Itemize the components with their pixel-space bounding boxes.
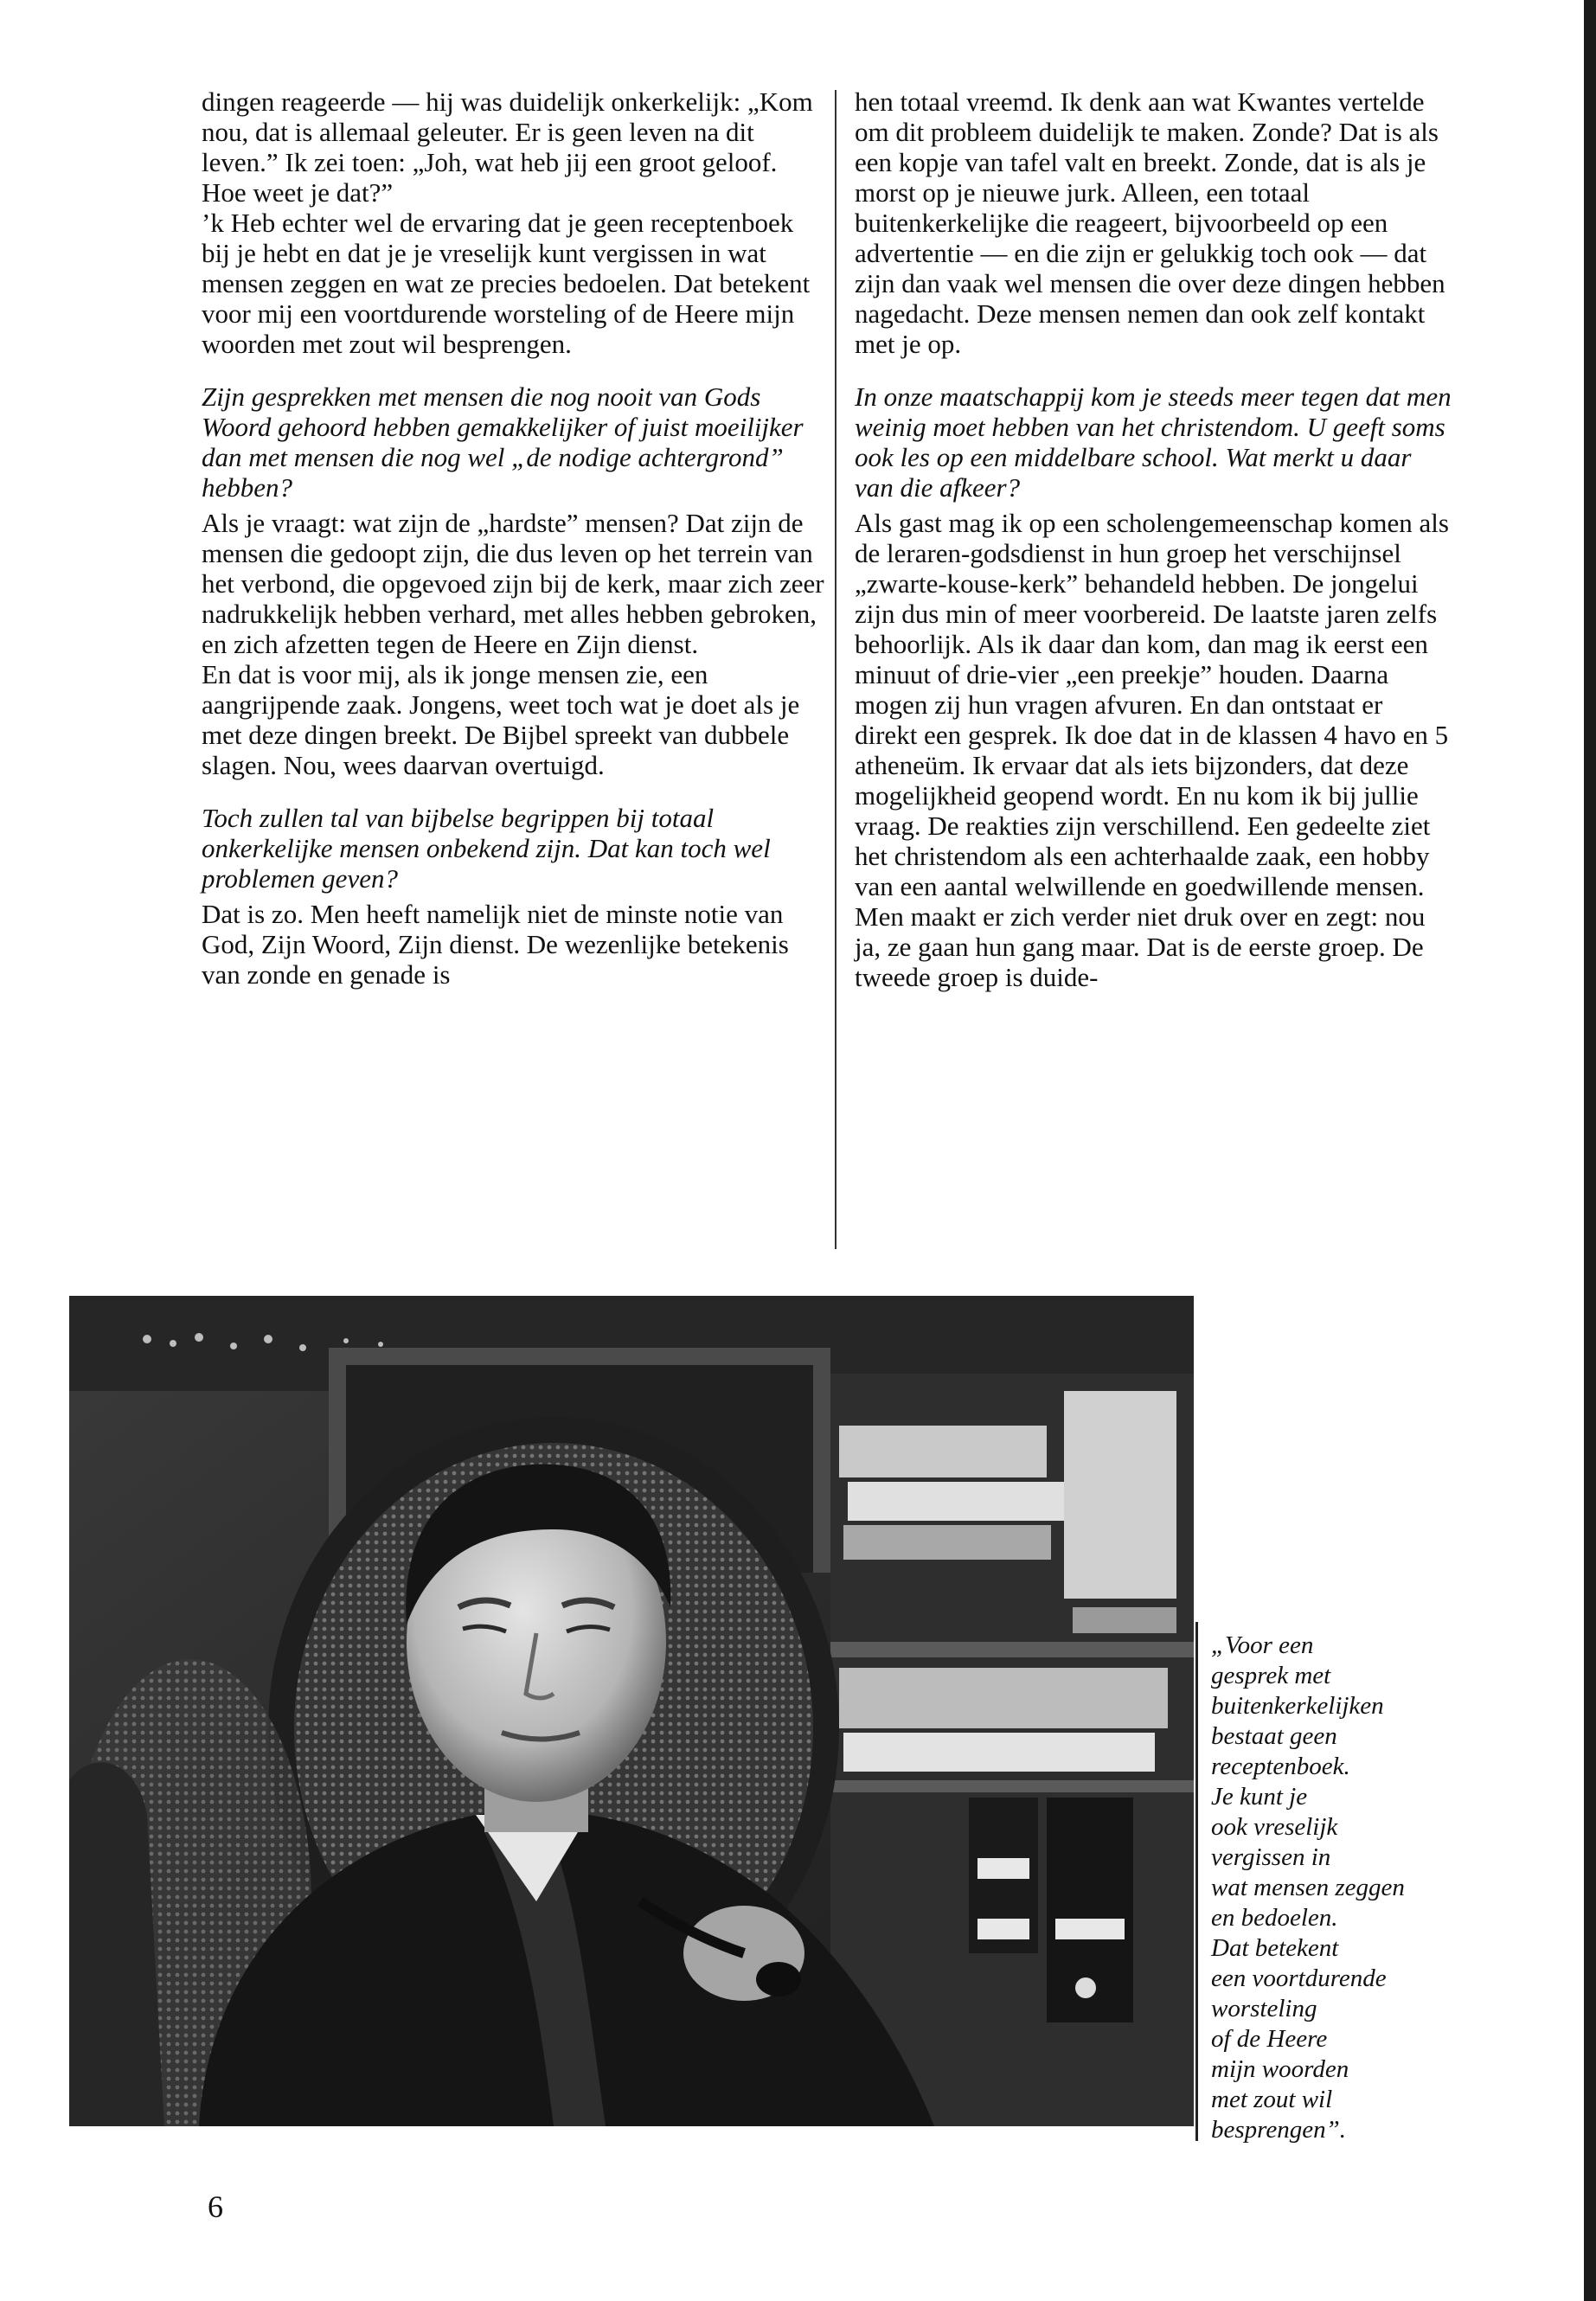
right-column — [855, 87, 1452, 992]
interview-answer: dingen reageerde — hij was duidelijk onkerkelijk: „Kom nou, dat is allemaal geleuter. Er is geen leven na dit leven.” Ik zei toen: „Joh, wat heb jij een groot geloof. Hoe weet je dat?” — [202, 87, 813, 208]
caption-line: of de Heere — [1211, 2025, 1328, 2053]
scan-edge — [1584, 0, 1596, 2301]
caption-line: en bedoelen. — [1211, 1904, 1338, 1932]
left-column — [202, 87, 824, 990]
interview-question: Toch zullen tal van bijbelse begrippen bij totaal onkerkelijke mensen onbekend zijn. Dat kan toch wel problemen geven? — [202, 803, 771, 894]
caption-line: een voortdurende — [1211, 1965, 1387, 1992]
caption-line: gesprek met — [1211, 1662, 1331, 1689]
caption-line: met zout wil — [1211, 2086, 1333, 2113]
interview-question: In onze maatschappij kom je steeds meer tegen dat men weinig moet hebben van het christendom. U geeft soms ook les op een middelbare school. Wat merkt u daar van die afkeer? — [855, 381, 1452, 503]
caption-line: mijn woorden — [1211, 2055, 1349, 2083]
interview-photo — [69, 1296, 1194, 2126]
caption-line: bestaat geen — [1211, 1722, 1337, 1750]
page-number: 6 — [208, 2189, 223, 2224]
caption-line: besprengen”. — [1211, 2116, 1346, 2144]
interview-answer: En dat is voor mij, als ik jonge mensen zie, een aangrijpende zaak. Jongens, weet toch wat je doet als je met deze dingen breekt. De Bijbel spreekt van dubbele slagen. Nou, wees daarvan overtuigd. — [202, 659, 800, 780]
caption-line: worsteling — [1211, 1995, 1317, 2022]
caption-line: Dat betekent — [1211, 1934, 1339, 1962]
caption-line: buitenkerkelijken — [1211, 1692, 1384, 1720]
interview-answer: hen totaal vreemd. Ik denk aan wat Kwantes vertelde om dit probleem duidelijk te maken. Zonde? Dat is als een kopje van tafel valt en breekt. Zonde, dat is als je morst op je nieuwe jurk. Alleen, een totaal buitenkerkelijke die reageert, bijvoorbeeld op een advertentie — en die zijn er gelukkig toch ook — dat zijn dan vaak wel mensen die over deze dingen hebben nagedacht. Deze mensen nemen dan ook zelf kontakt met je op. — [855, 87, 1445, 359]
caption-rule — [1195, 1622, 1198, 2141]
caption-line: ook vreselijk — [1211, 1813, 1338, 1841]
interview-answer: Als je vraagt: wat zijn de „hardste” mensen? Dat zijn de mensen die gedoopt zijn, die dus leven op het terrein van het verbond, die opgevoed zijn bij de kerk, maar zich zeer nadrukkelijk hebben verhard, met alles hebben gebroken, en zich afzetten tegen de Heere en Zijn dienst. — [202, 508, 824, 659]
caption-line: vergissen in — [1211, 1843, 1331, 1871]
caption-line: „Voor een — [1211, 1631, 1314, 1659]
photo-illustration — [69, 1296, 1194, 2126]
interview-answer: Als gast mag ik op een scholengemeenschap komen als de leraren-godsdienst in hun groep het verschijnsel „zwarte-kouse-kerk” behandeld hebben. De jongelui zijn dus min of meer voorbereid. De laatste jaren zelfs behoorlijk. Als ik daar dan kom, dan mag ik eerst een minuut of drie-vier „een preekje” houden. Daarna mogen zij hun vragen afvuren. En dan ontstaat er direkt een gesprek. Ik doe dat in de klassen 4 havo en 5 atheneüm. Ik ervaar dat als iets bijzonders, dat deze mogelijkheid geopend wordt. En nu kom ik bij jullie vraag. De reakties zijn verschillend. Een gedeelte ziet het christendom als een achterhaalde zaak, een hobby van een aantal welwillende en goedwillende mensen. Men maakt er zich verder niet druk over en zegt: nou ja, ze gaan hun gang maar. Dat is de eerste groep. De tweede groep is duide- — [855, 508, 1449, 992]
caption-line: receptenboek. — [1211, 1753, 1350, 1780]
column-divider — [835, 90, 836, 1249]
caption-line: wat mensen zeggen — [1211, 1874, 1405, 1901]
caption-line: Je kunt je — [1211, 1783, 1308, 1811]
interview-answer: Dat is zo. Men heeft namelijk niet de minste notie van God, Zijn Woord, Zijn dienst. De wezenlijke betekenis van zonde en genade is — [202, 899, 789, 990]
interview-question: Zijn gesprekken met mensen die nog nooit van Gods Woord gehoord hebben gemakkelijker of juist moeilijker dan met mensen die nog wel „de nodige achtergrond” hebben? — [202, 381, 804, 503]
pull-quote-caption — [1211, 1631, 1497, 2145]
interview-answer: ’k Heb echter wel de ervaring dat je geen receptenboek bij je hebt en dat je je vreselijk kunt vergissen in wat mensen zeggen en wat ze precies bedoelen. Dat betekent voor mij een voortdurende worsteling of de Heere mijn woorden met zout wil besprengen. — [202, 208, 811, 359]
